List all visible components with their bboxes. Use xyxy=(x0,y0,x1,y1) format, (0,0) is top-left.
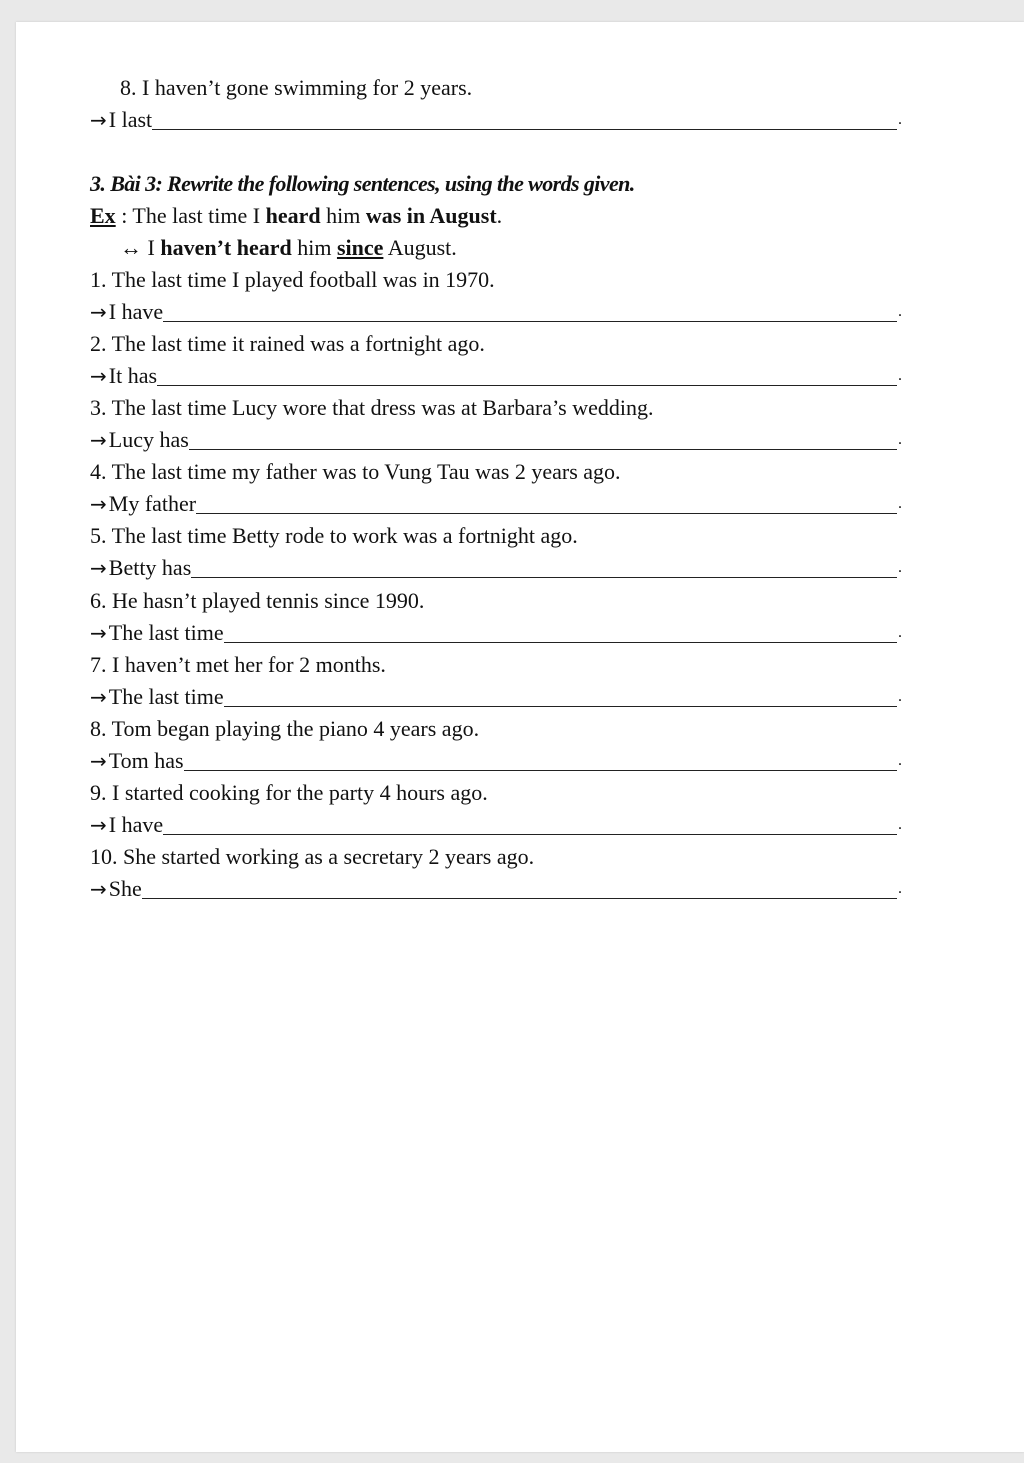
answer-lead: I have xyxy=(108,812,164,837)
question-2: 2. The last time it rained was a fortnight ago. xyxy=(90,331,485,356)
answer-end: . xyxy=(898,495,902,512)
answer-blank[interactable] xyxy=(191,555,897,578)
answer-blank[interactable] xyxy=(142,876,897,899)
answer-end: . xyxy=(898,303,902,320)
example-text-1: : The last time I xyxy=(115,203,266,228)
example-rewrite-bold: haven’t heard xyxy=(160,235,292,260)
answer-lead: She xyxy=(108,876,142,901)
answer-lead: Lucy has xyxy=(108,427,189,452)
question-1: 1. The last time I played football was in 1970. xyxy=(90,267,495,292)
answer-lead: My father xyxy=(108,491,197,516)
answer-end: . xyxy=(898,688,902,705)
example-period: . xyxy=(496,203,503,228)
example-bold-end: was in August xyxy=(365,203,497,228)
answer-end: . xyxy=(898,880,902,897)
answer-lead: I have xyxy=(108,299,164,324)
example-rewrite-since: since xyxy=(336,235,384,260)
example-line xyxy=(90,202,502,230)
answer-blank[interactable] xyxy=(157,363,897,386)
arrow-icon: → xyxy=(90,749,107,773)
answer-end: . xyxy=(898,111,902,128)
arrow-icon: → xyxy=(90,813,107,837)
answer-blank[interactable] xyxy=(184,748,897,771)
example-rewrite-mid: him xyxy=(291,235,337,260)
section-heading: 3. Bài 3: Rewrite the following sentences, using the words given. xyxy=(90,171,635,196)
answer-9 xyxy=(90,811,902,839)
question-10: 10. She started working as a secretary 2 years ago. xyxy=(90,844,535,869)
answer-6 xyxy=(90,619,902,647)
answer-lead: Tom has xyxy=(108,748,184,773)
answer-3 xyxy=(90,426,902,454)
prev-answer-8 xyxy=(90,106,902,134)
example-text-2: him xyxy=(320,203,366,228)
answer-end: . xyxy=(898,559,902,576)
question-4: 4. The last time my father was to Vung Tau was 2 years ago. xyxy=(90,459,621,484)
answer-10 xyxy=(90,875,902,903)
arrow-icon: → xyxy=(90,428,107,452)
question-3: 3. The last time Lucy wore that dress was at Barbara’s wedding. xyxy=(90,395,654,420)
answer-end: . xyxy=(898,624,902,641)
answer-blank[interactable] xyxy=(163,812,897,835)
answer-2 xyxy=(90,362,902,390)
example-label: Ex xyxy=(90,203,116,228)
answer-4 xyxy=(90,490,902,518)
answer-lead: The last time xyxy=(108,620,224,645)
answer-blank[interactable] xyxy=(196,491,897,514)
answer-end: . xyxy=(898,367,902,384)
question-7: 7. I haven’t met her for 2 months. xyxy=(90,652,386,677)
example-bold-heard: heard xyxy=(265,203,321,228)
answer-blank[interactable] xyxy=(224,684,897,707)
question-8: 8. Tom began playing the piano 4 years ago. xyxy=(90,716,480,741)
answer-8 xyxy=(90,747,902,775)
answer-lead: The last time xyxy=(108,684,224,709)
arrow-icon: → xyxy=(90,364,107,388)
answer-end: . xyxy=(898,752,902,769)
answer-lead: Betty has xyxy=(108,555,192,580)
answer-end: . xyxy=(898,431,902,448)
answer-lead: I last xyxy=(108,107,153,132)
prev-question-8: 8. I haven’t gone swimming for 2 years. xyxy=(120,75,473,100)
answer-lead: It has xyxy=(108,363,158,388)
example-rewrite-end: August. xyxy=(383,235,457,260)
arrow-icon: → xyxy=(90,300,107,324)
answer-5 xyxy=(90,554,902,582)
arrow-icon: → xyxy=(90,621,107,645)
answer-blank[interactable] xyxy=(189,427,897,450)
answer-1 xyxy=(90,298,902,326)
answer-blank[interactable] xyxy=(163,299,897,322)
example-rewrite-line xyxy=(120,234,457,262)
question-5: 5. The last time Betty rode to work was a fortnight ago. xyxy=(90,523,578,548)
answer-blank[interactable] xyxy=(224,620,897,643)
arrow-icon: → xyxy=(90,492,107,516)
arrow-icon: → xyxy=(90,685,107,709)
question-6: 6. He hasn’t played tennis since 1990. xyxy=(90,588,425,613)
worksheet-page xyxy=(16,22,1024,1452)
arrow-icon: → xyxy=(90,877,107,901)
question-9: 9. I started cooking for the party 4 hours ago. xyxy=(90,780,488,805)
example-rewrite-start: ↔ I xyxy=(120,235,161,260)
arrow-icon: → xyxy=(90,108,107,132)
answer-end: . xyxy=(898,816,902,833)
answer-7 xyxy=(90,683,902,711)
arrow-icon: → xyxy=(90,556,107,580)
answer-blank[interactable] xyxy=(152,107,897,130)
